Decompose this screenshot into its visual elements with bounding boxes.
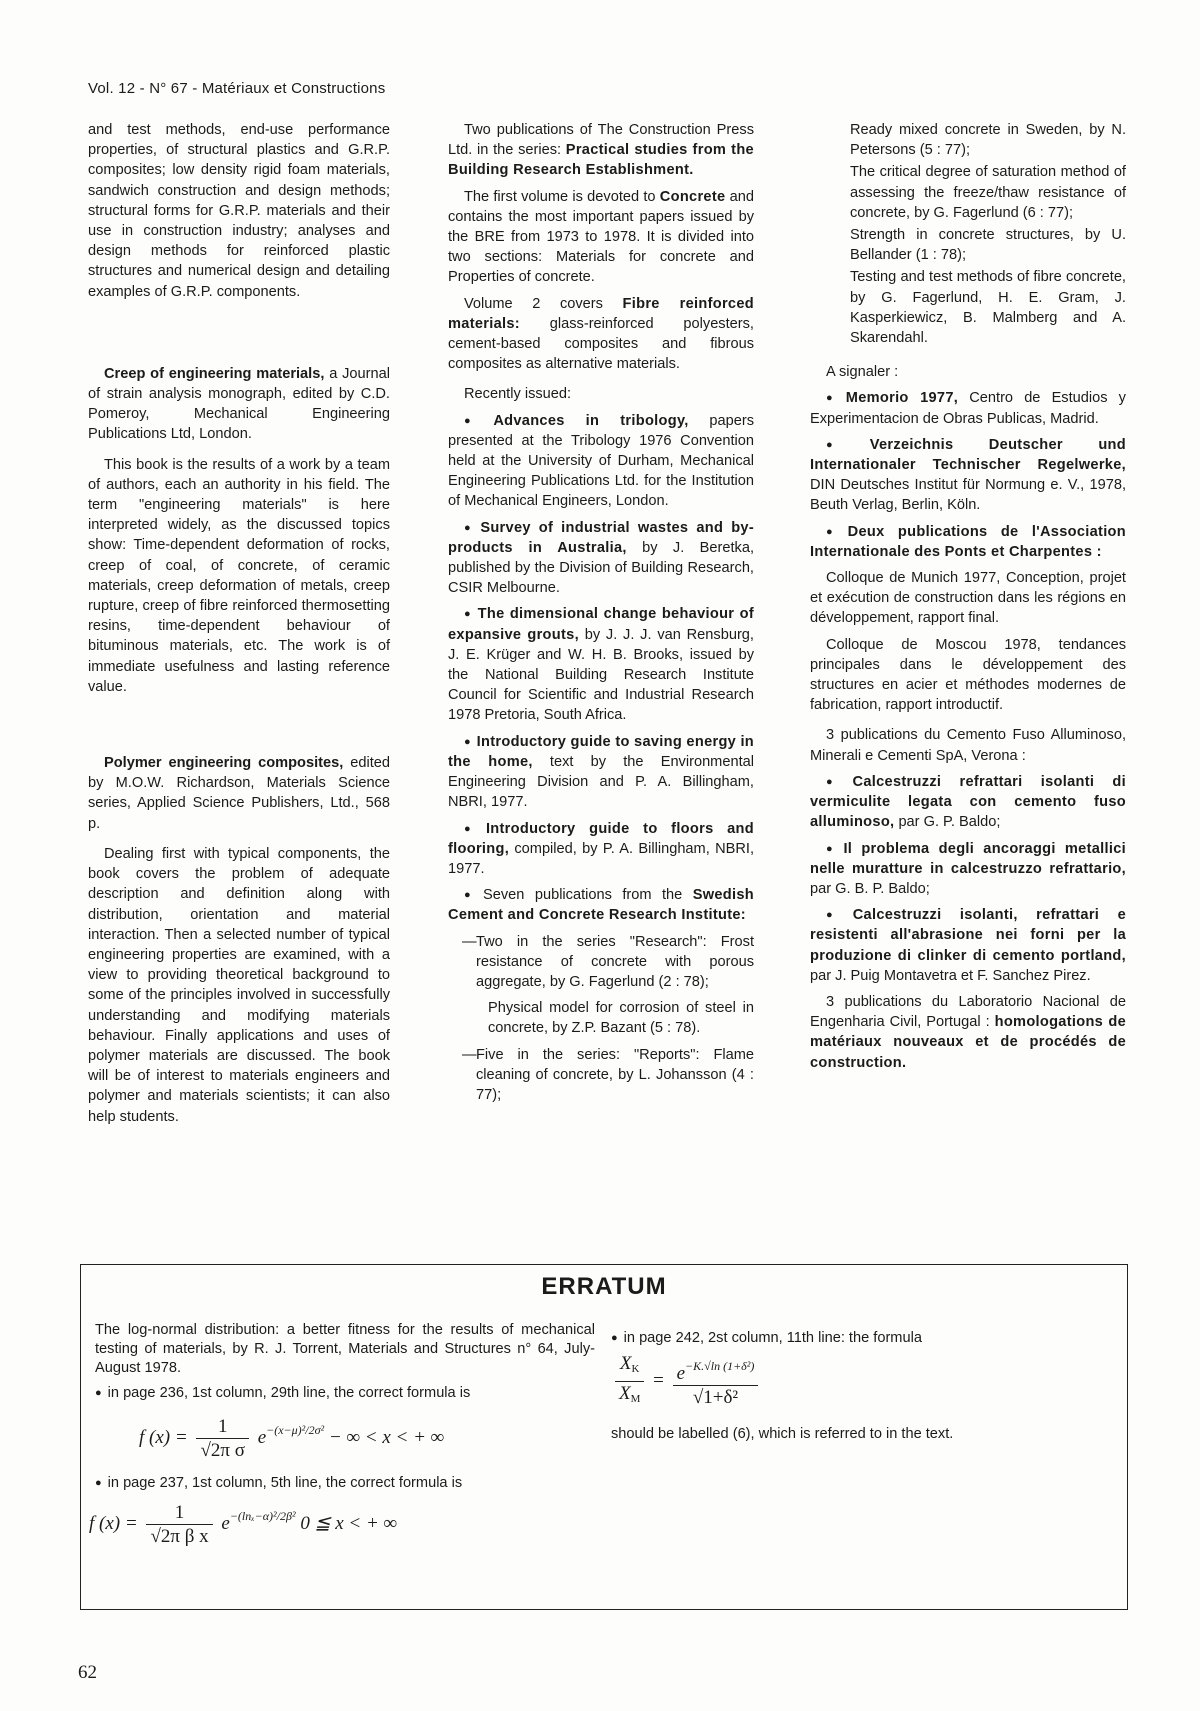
list-item bbox=[810, 388, 1126, 428]
item-title: Verzeichnis Deutscher und Internationaler Technischer Regelwerke, bbox=[810, 436, 1126, 474]
polymer-title: Polymer engineering composites, bbox=[104, 755, 344, 772]
list-item bbox=[448, 732, 754, 813]
f3-num-sub: K bbox=[631, 1363, 640, 1375]
f3-den-sub: M bbox=[630, 1393, 641, 1405]
item-text: text by the Environmental Engineering Division and P. A. Billingham, NBRI, 1977. bbox=[448, 753, 754, 811]
erratum-item: ● in page 236, 1st column, 29th line, the correct formula is bbox=[95, 1384, 595, 1403]
list-item bbox=[810, 839, 1126, 900]
f2-range: 0 ≦ x < + ∞ bbox=[300, 1512, 398, 1534]
cemento: 3 publications du Cemento Fuso Alluminoso, Minerali e Cementi SpA, Verona : bbox=[810, 727, 1126, 764]
f3-rnum-exp: −K.√ln (1+δ²) bbox=[685, 1358, 755, 1373]
erratum-left bbox=[89, 1321, 595, 1547]
item-title: Advances in tribology, bbox=[493, 412, 689, 429]
dash-text: Two in the series "Research": Frost resistance of concrete with porous aggregate, by G. Fagerlund (2 : 78); bbox=[476, 933, 754, 990]
f3-eq: = bbox=[653, 1369, 664, 1391]
vol1-bold: Concrete bbox=[659, 188, 726, 205]
f2-num: 1 bbox=[174, 1502, 185, 1523]
item-title: Il problema degli ancoraggi metallici nelle muratture in calcestruzzo refrattario, bbox=[810, 840, 1126, 877]
vol2-pre: Volume 2 covers bbox=[464, 295, 623, 312]
page-number: 62 bbox=[78, 1662, 97, 1683]
dash-item bbox=[448, 1045, 754, 1106]
list-item bbox=[448, 518, 754, 599]
column-2 bbox=[448, 120, 754, 1111]
lab-text: 3 publications du Laboratorio Nacional de Engenharia Civil, Portugal : bbox=[810, 993, 1126, 1031]
erratum-right bbox=[611, 1321, 1111, 1450]
list-item bbox=[810, 522, 1126, 562]
polymer-ref: edited by M.O.W. Richardson, Materials Science series, Applied Science Publishers, Ltd., 568 p. bbox=[88, 755, 390, 832]
laboratorio bbox=[810, 992, 1126, 1073]
item-text: par G. B. P. Baldo; bbox=[810, 880, 930, 897]
list-item bbox=[810, 435, 1126, 516]
bre-series: Practical studies from the Building Research Establishment. bbox=[448, 142, 754, 179]
item-text: by J. Beretka, published by the Division of Building Research, CSIR Melbourne. bbox=[448, 539, 754, 597]
item-title: Introductory guide to floors and flooring, bbox=[448, 820, 754, 857]
f1-lhs: f (x) = bbox=[139, 1426, 188, 1448]
report-item: Testing and test methods of fibre concrete, by G. Fagerlund, H. E. Gram, J. Kasperkiewicz, B. Malmberg and A. Skarendahl. bbox=[850, 269, 1126, 347]
item-title: The dimensional change behaviour of expansive grouts, bbox=[448, 606, 754, 643]
f2-lhs: f (x) = bbox=[89, 1512, 138, 1534]
recently-issued: Recently issued: bbox=[464, 386, 572, 403]
f1-exp: −(x−μ)²/2σ² bbox=[266, 1422, 325, 1437]
bre-pre: Two publications of The Construction Press Ltd. in the series: bbox=[448, 122, 754, 159]
erratum-title: ERRATUM bbox=[541, 1273, 667, 1300]
report-item: Strength in concrete structures, by U. Bellander (1 : 78); bbox=[850, 227, 1126, 264]
item-title: Memorio 1977, bbox=[845, 390, 959, 407]
item-text: by J. J. J. van Rensburg, J. E. Krüger and W. H. B. Brooks, issued by the National Building Research Institute Council for Scientific and Industrial Research 1978 Pretoria, South Africa. bbox=[448, 626, 754, 724]
item-text: DIN Deutsches Institut für Normung e. V., 1978, Beuth Verlag, Berlin, Köln. bbox=[810, 477, 1126, 514]
creep-ref: a Journal of strain analysis monograph, edited by C.D. Pomeroy, Mechanical Engineering Publications Ltd, London. bbox=[88, 365, 390, 443]
report-item: Ready mixed concrete in Sweden, by N. Petersons (5 : 77); bbox=[850, 122, 1126, 159]
item-title: Survey of industrial wastes and by-products in Australia, bbox=[448, 519, 754, 556]
erratum-box bbox=[80, 1264, 1128, 1610]
vol1-pre: The first volume is devoted to bbox=[464, 188, 660, 205]
item-text: par G. P. Baldo; bbox=[894, 814, 1001, 831]
item-text: par J. Puig Montavetra et F. Sanchez Pirez. bbox=[810, 967, 1091, 984]
column-3 bbox=[810, 120, 1126, 1079]
vol1-post: and contains the most important papers issued by the BRE from 1973 to 1978. It is divided into two sections: Materials for concrete and Properties of concrete. bbox=[448, 188, 755, 286]
item-text: Centro de Estudios y Experimentacion de Obras Publicas, Madrid. bbox=[810, 390, 1126, 427]
formula-1 bbox=[139, 1417, 595, 1460]
dash-mark: — bbox=[462, 933, 477, 950]
polymer-entry bbox=[88, 753, 390, 834]
item-title: Swedish Cement and Concrete Research Institute: bbox=[448, 887, 754, 924]
item-title: Introductory guide to saving energy in the home, bbox=[448, 733, 755, 770]
f3-rnum-base: e bbox=[676, 1362, 686, 1384]
dash-item bbox=[448, 932, 754, 993]
swedish-reports bbox=[810, 120, 1126, 348]
report-item: The critical degree of saturation method of assessing the freeze/thaw resistance of concrete, by G. Fagerlund (6 : 77); bbox=[850, 164, 1126, 221]
formula-2 bbox=[89, 1503, 595, 1546]
list-item bbox=[448, 411, 754, 512]
moscou: Colloque de Moscou 1978, tendances principales dans le développement des structures en acier et méthodes modernes de fabrication, rapport introductif. bbox=[810, 636, 1126, 714]
f1-num: 1 bbox=[217, 1416, 228, 1437]
f3-lhs-fraction bbox=[615, 1354, 644, 1409]
dash-mark: — bbox=[462, 1046, 477, 1063]
f1-range: − ∞ < x < + ∞ bbox=[328, 1426, 445, 1448]
list-item bbox=[810, 772, 1126, 833]
creep-title: Creep of engineering materials, bbox=[104, 365, 325, 382]
vol2-bold: Fibre reinforced materials: bbox=[448, 295, 754, 332]
item-text: papers presented at the Tribology 1976 Convention held at the University of Durham, Mechanical Engineering Publications Ltd. for the Institution of Mechanical Engineers, London. bbox=[448, 412, 754, 510]
f1-exp-base: e bbox=[257, 1426, 267, 1448]
lab-bold: homologations de matériaux nouveaux et de procédés de construction. bbox=[810, 1014, 1126, 1071]
munich: Colloque de Munich 1977, Conception, projet et exécution de construction dans les régions en développement, rapport final. bbox=[810, 570, 1126, 627]
col1-intro: and test methods, end-use performance properties, of structural plastics and G.R.P. composites; low density rigid foam materials, sandwich construction and design methods; structural forms for G.R.P. materials and their use in construction industry; analyses and design methods for reinforced plastic structures and numerical design and detailing examples of G.R.P. components. bbox=[88, 122, 390, 300]
f2-exp: −(lnₓ−α)²/2β² bbox=[229, 1508, 296, 1523]
list-item bbox=[448, 885, 754, 925]
f3-num-base: X bbox=[619, 1353, 632, 1374]
f2-fraction bbox=[146, 1503, 212, 1546]
vol2-post: glass-reinforced polyesters, cement-based composites and fibrous composites as alternative materials. bbox=[448, 315, 754, 373]
volume-1 bbox=[448, 187, 754, 288]
polymer-body: Dealing first with typical components, the book covers the problem of adequate description and definition along with distribution, orientation and material interaction. Then a selected number of typical engineering properties are examined, with a view to providing theoretical background to some of the principles involved in successfully understanding and modifying materials behaviour. Finally applications and uses of polymer materials are discussed. The book will be of interest to materials engineers and polymer and materials scientists; it can also help students. bbox=[88, 845, 390, 1125]
creep-entry bbox=[88, 364, 390, 445]
f3-rden: √1+δ² bbox=[673, 1385, 759, 1407]
item-text: Seven publications from the bbox=[483, 887, 693, 904]
volume-2 bbox=[448, 294, 754, 375]
list-item bbox=[448, 819, 754, 880]
erratum-item: ● in page 242, 2st column, 11th line: the formula bbox=[611, 1329, 1111, 1348]
running-header: Vol. 12 - N° 67 - Matériaux et Constructions bbox=[88, 80, 386, 97]
item-title: Calcestruzzi isolanti, refrattari e resistenti all'abrasione nei forni per la produzione di clinker di cemento portland, bbox=[810, 907, 1126, 964]
item-title: Calcestruzzi refrattari isolanti di vermiculite legata con cemento fuso alluminoso, bbox=[810, 773, 1126, 831]
item-title: Deux publications de l'Association Internationale des Ponts et Charpentes : bbox=[810, 523, 1126, 560]
signaler: A signaler : bbox=[826, 364, 899, 381]
formula-3 bbox=[611, 1354, 1111, 1409]
bre-entry bbox=[448, 120, 754, 181]
erratum-intro: The log-normal distribution: a better fitness for the results of mechanical testing of materials, by R. J. Torrent, Materials and Structures n° 64, July-August 1978. bbox=[95, 1322, 595, 1376]
f2-exp-base: e bbox=[221, 1512, 230, 1534]
f3-den-base: X bbox=[619, 1383, 631, 1404]
creep-body: This book is the results of a work by a team of authors, each an authority in his field. The term "engineering materials" is here interpreted widely, as the discussed topics show: Time-dependent deformation of rocks, creep of coal, of concrete, of ceramic materials, creep deformation of metals, creep rupture, creep of fibre reinforced thermosetting resins, time-dependent behaviour of bituminous materials, etc. The work is of immediate usefulness and lasting reference value. bbox=[88, 456, 390, 695]
list-item bbox=[810, 905, 1126, 986]
column-1 bbox=[88, 120, 390, 1133]
erratum-item: ● in page 237, 1st column, 5th line, the correct formula is bbox=[95, 1474, 595, 1493]
f2-den: √2π β x bbox=[146, 1524, 212, 1546]
dash-text: Five in the series: "Reports": Flame cleaning of concrete, by L. Johansson (4 : 77); bbox=[476, 1046, 754, 1103]
erratum-note: should be labelled (6), which is referred to in the text. bbox=[611, 1426, 954, 1442]
dash-sub: Physical model for corrosion of steel in concrete, by Z.P. Bazant (5 : 78). bbox=[488, 1000, 754, 1037]
list-item bbox=[448, 604, 754, 725]
f1-den: √2π σ bbox=[196, 1438, 249, 1460]
f3-rhs-fraction bbox=[673, 1357, 759, 1407]
item-text: compiled, by P. A. Billingham, NBRI, 1977. bbox=[448, 840, 754, 877]
f1-fraction bbox=[196, 1417, 249, 1460]
